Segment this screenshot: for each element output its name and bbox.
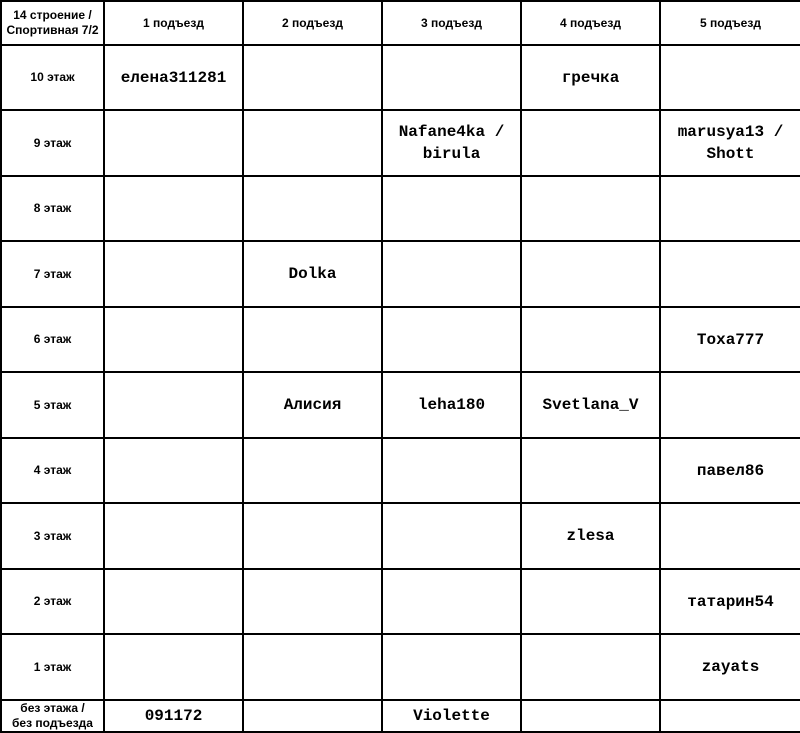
resident-cell: [660, 634, 800, 700]
resident-cell: [104, 438, 243, 503]
resident-cell: [382, 700, 521, 732]
resident-name: гречка: [561, 68, 620, 87]
floor-label: 3 этаж: [33, 528, 72, 543]
floor-label: 6 этаж: [33, 332, 72, 346]
floor-label: 7 этаж: [33, 266, 72, 281]
table-row: [1, 503, 800, 569]
resident-cell: [382, 569, 521, 634]
floor-label: 4 этаж: [33, 463, 72, 477]
resident-name: Nafane4ka / birula: [398, 123, 505, 163]
resident-cell: [104, 307, 243, 372]
entrance-label: 4 подъезд: [560, 15, 621, 30]
resident-cell: [521, 110, 660, 176]
resident-cell: [104, 241, 243, 307]
floor-label: без этажа / без подъезда: [12, 701, 93, 730]
entrance-header-3: [382, 1, 521, 45]
resident-cell: [243, 438, 382, 503]
table-row: [1, 110, 800, 176]
resident-cell: [660, 372, 800, 438]
resident-cell: [521, 438, 660, 503]
resident-cell: [660, 241, 800, 307]
resident-cell: [382, 438, 521, 503]
resident-cell: [243, 45, 382, 110]
corner-header: [1, 1, 104, 45]
entrance-label: 2 подъезд: [282, 15, 343, 30]
entrance-label: 3 подъезд: [421, 15, 482, 30]
floor-header: [1, 438, 104, 503]
resident-name: leha180: [417, 396, 486, 414]
resident-name: Dolka: [288, 265, 337, 283]
resident-cell: [660, 700, 800, 732]
resident-cell: [660, 45, 800, 110]
resident-cell: [521, 569, 660, 634]
resident-name: елена311281: [120, 68, 227, 87]
resident-cell: [243, 176, 382, 241]
resident-cell: [243, 700, 382, 732]
resident-name: Svetlana_V: [542, 396, 639, 414]
entrance-header-1: [104, 1, 243, 45]
resident-cell: [243, 569, 382, 634]
resident-cell: [243, 241, 382, 307]
table-row: [1, 438, 800, 503]
resident-cell: [660, 438, 800, 503]
resident-cell: [521, 45, 660, 110]
resident-cell: [521, 372, 660, 438]
resident-cell: [104, 503, 243, 569]
floor-label: 1 этаж: [33, 659, 72, 674]
resident-cell: [382, 241, 521, 307]
table-body: [1, 45, 800, 732]
floor-header: [1, 307, 104, 372]
resident-cell: [660, 307, 800, 372]
resident-cell: [243, 307, 382, 372]
resident-cell: [660, 503, 800, 569]
resident-cell: [382, 307, 521, 372]
resident-cell: [104, 176, 243, 241]
resident-cell: [382, 45, 521, 110]
entrance-label: 1 подъезд: [143, 15, 204, 30]
resident-cell: [660, 110, 800, 176]
floor-header: [1, 372, 104, 438]
floor-header: [1, 700, 104, 732]
floor-header: [1, 45, 104, 110]
resident-cell: [382, 176, 521, 241]
resident-cell: [243, 372, 382, 438]
floor-header: [1, 241, 104, 307]
entrance-header-5: [660, 1, 800, 45]
corner-label: 14 строение / Спортивная 7/2: [6, 8, 99, 37]
resident-name: zlesa: [566, 527, 615, 545]
resident-cell: [243, 110, 382, 176]
floor-header: [1, 176, 104, 241]
resident-cell: [521, 307, 660, 372]
resident-cell: [382, 634, 521, 700]
entrance-label: 5 подъезд: [700, 15, 761, 30]
floor-header: [1, 569, 104, 634]
resident-cell: [521, 241, 660, 307]
table-row: [1, 700, 800, 732]
resident-name: zayats: [701, 658, 760, 676]
resident-cell: [243, 503, 382, 569]
floor-header: [1, 110, 104, 176]
floor-header: [1, 634, 104, 700]
resident-cell: [104, 700, 243, 732]
resident-cell: [521, 634, 660, 700]
table-row: [1, 45, 800, 110]
resident-name: Алисия: [283, 396, 342, 414]
floor-label: 8 этаж: [33, 201, 72, 215]
floor-label: 2 этаж: [33, 594, 72, 608]
resident-name: Toxa777: [696, 330, 765, 349]
entrance-header-4: [521, 1, 660, 45]
resident-name: marusya13 / Shott: [677, 123, 784, 163]
table-row: [1, 569, 800, 634]
table-row: [1, 307, 800, 372]
resident-cell: [382, 372, 521, 438]
resident-cell: [382, 110, 521, 176]
floor-header: [1, 503, 104, 569]
resident-name: Violette: [413, 707, 490, 725]
header-row: [1, 1, 800, 45]
floor-label: 9 этаж: [33, 135, 72, 150]
resident-cell: [660, 176, 800, 241]
resident-cell: [243, 634, 382, 700]
resident-cell: [521, 176, 660, 241]
table-row: [1, 634, 800, 700]
resident-cell: [382, 503, 521, 569]
resident-cell: [104, 110, 243, 176]
entrance-header-2: [243, 1, 382, 45]
resident-cell: [521, 503, 660, 569]
resident-name: павел86: [696, 461, 765, 480]
resident-cell: [104, 569, 243, 634]
resident-cell: [660, 569, 800, 634]
resident-cell: [104, 45, 243, 110]
floor-label: 10 этаж: [30, 70, 75, 84]
floor-label: 5 этаж: [33, 397, 72, 412]
resident-cell: [104, 372, 243, 438]
table-row: [1, 176, 800, 241]
table-row: [1, 241, 800, 307]
resident-cell: [521, 700, 660, 732]
resident-name: татарин54: [687, 592, 774, 611]
table-row: [1, 372, 800, 438]
resident-cell: [104, 634, 243, 700]
resident-name: 091172: [144, 707, 203, 725]
